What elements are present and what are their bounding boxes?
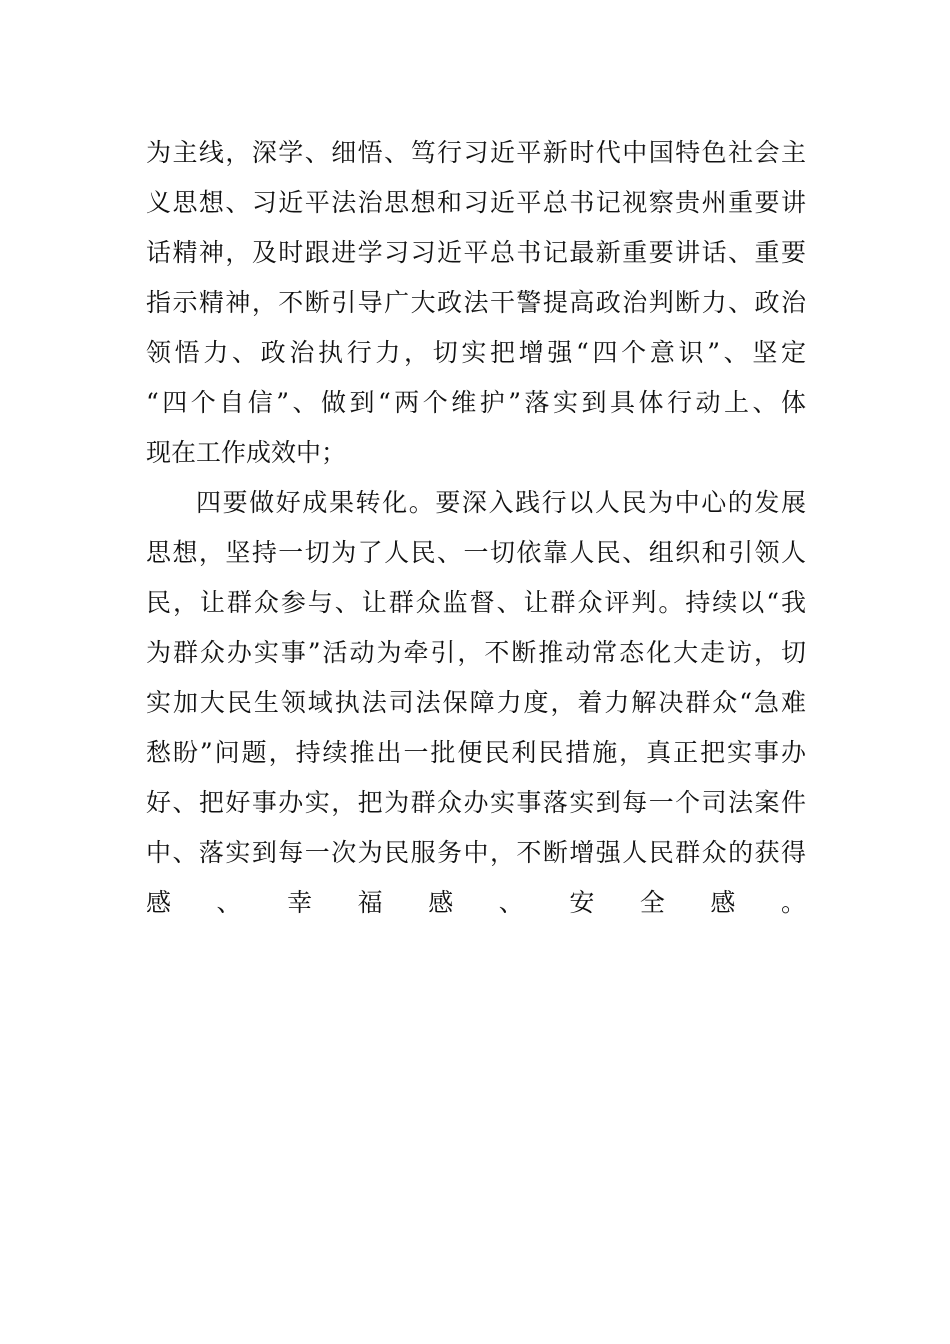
text-line: “四个自信”、做到“两个维护”落实到具体行动上、体 xyxy=(146,388,806,417)
text-line: 话精神，及时跟进学习习近平总书记最新重要讲话、重要 xyxy=(146,238,806,267)
text-line: 愁盼”问题，持续推出一批便民利民措施，真正把实事办 xyxy=(146,738,806,767)
text-line: 指示精神，不断引导广大政法干警提高政治判断力、政治 xyxy=(146,288,806,317)
text-line: 义思想、习近平法治思想和习近平总书记视察贵州重要讲 xyxy=(146,188,806,217)
text-line: 好、把好事办实，把为群众办实事落实到每一个司法案件 xyxy=(146,788,806,817)
text-line: 中、落实到每一次为民服务中，不断增强人民群众的获得 xyxy=(146,838,806,867)
paragraph-1 xyxy=(146,128,806,478)
text-line: 为主线，深学、细悟、笃行习近平新时代中国特色社会主 xyxy=(146,138,806,167)
paragraph-2 xyxy=(146,478,806,978)
document-body xyxy=(146,128,806,978)
text-line: 领悟力、政治执行力，切实把增强“四个意识”、坚定 xyxy=(146,338,806,367)
text-line: 为群众办实事”活动为牵引，不断推动常态化大走访，切 xyxy=(146,638,806,667)
text-line: 四要做好成果转化。要深入践行以人民为中心的发展 xyxy=(196,488,806,517)
text-line: 民，让群众参与、让群众监督、让群众评判。持续以“我 xyxy=(146,588,806,617)
text-line: 现在工作成效中； xyxy=(146,438,347,467)
text-line: 实加大民生领域执法司法保障力度，着力解决群众“急难 xyxy=(146,688,806,717)
text-line xyxy=(146,928,806,978)
text-line: 感、幸福感、安全感。 xyxy=(146,888,806,917)
text-line: 思想，坚持一切为了人民、一切依靠人民、组织和引领人 xyxy=(146,538,806,567)
